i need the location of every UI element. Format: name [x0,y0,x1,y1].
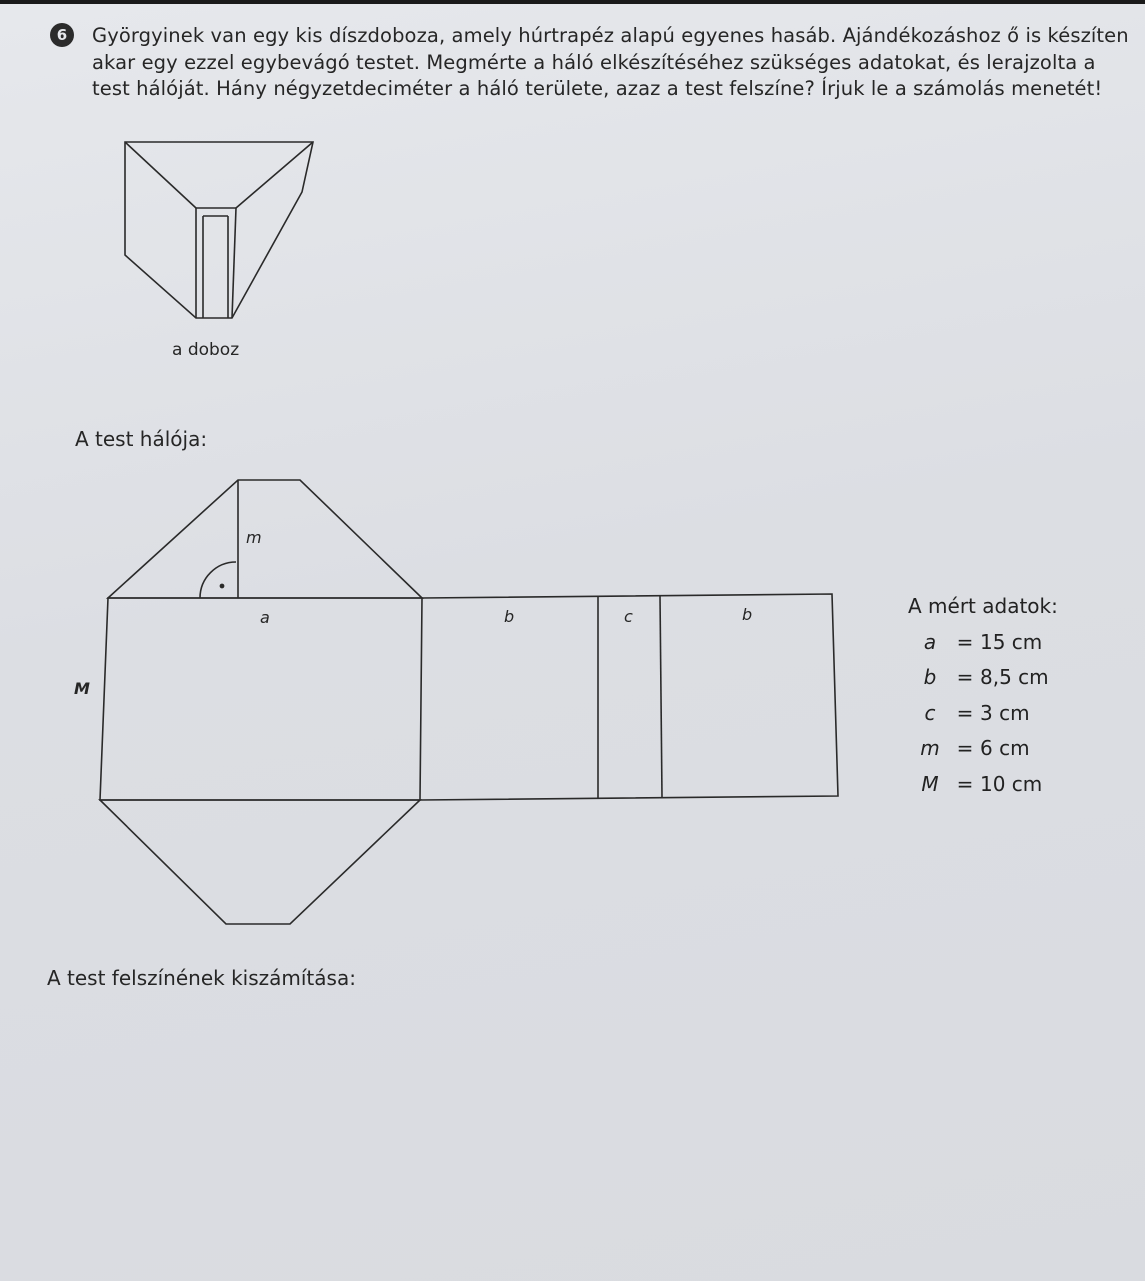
net-label-b-second: b [742,605,753,624]
net-label-M: M [74,679,90,698]
measured-var: M [921,772,939,796]
measured-eq: = [956,736,974,760]
measured-data-title: A mért adatok: [908,594,1058,618]
measured-eq: = [956,772,974,796]
net-title: A test hálója: [75,427,208,451]
net-label-a: a [260,608,270,627]
box-edge-left [125,142,196,208]
measured-var: b [923,665,937,689]
task-number-badge: 6 [50,23,74,47]
measured-row-b [910,665,1070,689]
task-text-line-2: akar egy ezzel egybevágó testet. Megmérte a háló elkészítéséhez szükséges adatokat, és lerajzolta a [92,51,1096,74]
box-edge-right [236,142,313,208]
measured-eq: = [956,701,974,725]
right-angle-arc [200,562,236,598]
box-drawing [125,142,313,318]
measured-row-M [910,772,1070,796]
measured-eq: = [956,665,974,689]
measured-value: 15 cm [980,630,1043,654]
right-angle-dot [220,584,223,587]
net-divider-c-b [660,596,662,797]
measured-value: 3 cm [980,701,1030,725]
measured-row-m [910,736,1070,760]
net-top-trapezoid [108,480,422,598]
measured-var: a [923,630,937,654]
net-face-a [100,598,422,800]
net-drawing [100,480,838,924]
measured-eq: = [956,630,974,654]
calculation-title: A test felszínének kiszámítása: [47,966,356,990]
task-text-line-3: test hálóját. Hány négyzetdeciméter a háló területe, azaz a test felszíne? Írjuk le a számolás menetét! [92,77,1103,100]
task-text-line-1: Györgyinek van egy kis díszdoboza, amely húrtrapéz alapú egyenes hasáb. Ajándékozáshoz ő is készíten [92,24,1129,47]
measured-value: 8,5 cm [980,665,1049,689]
measured-value: 6 cm [980,736,1030,760]
net-label-c: c [624,607,633,626]
measured-var: c [924,701,936,725]
measured-row-c [910,701,1070,725]
measured-value: 10 cm [980,772,1043,796]
net-label-m: m [246,528,262,547]
net-label-b-first: b [504,607,515,626]
box-edge-vertical-right [232,208,236,318]
measured-row-a [910,630,1070,654]
net-bottom-trapezoid [100,800,420,924]
box-caption: a doboz [172,340,240,360]
measured-var: m [920,736,940,760]
